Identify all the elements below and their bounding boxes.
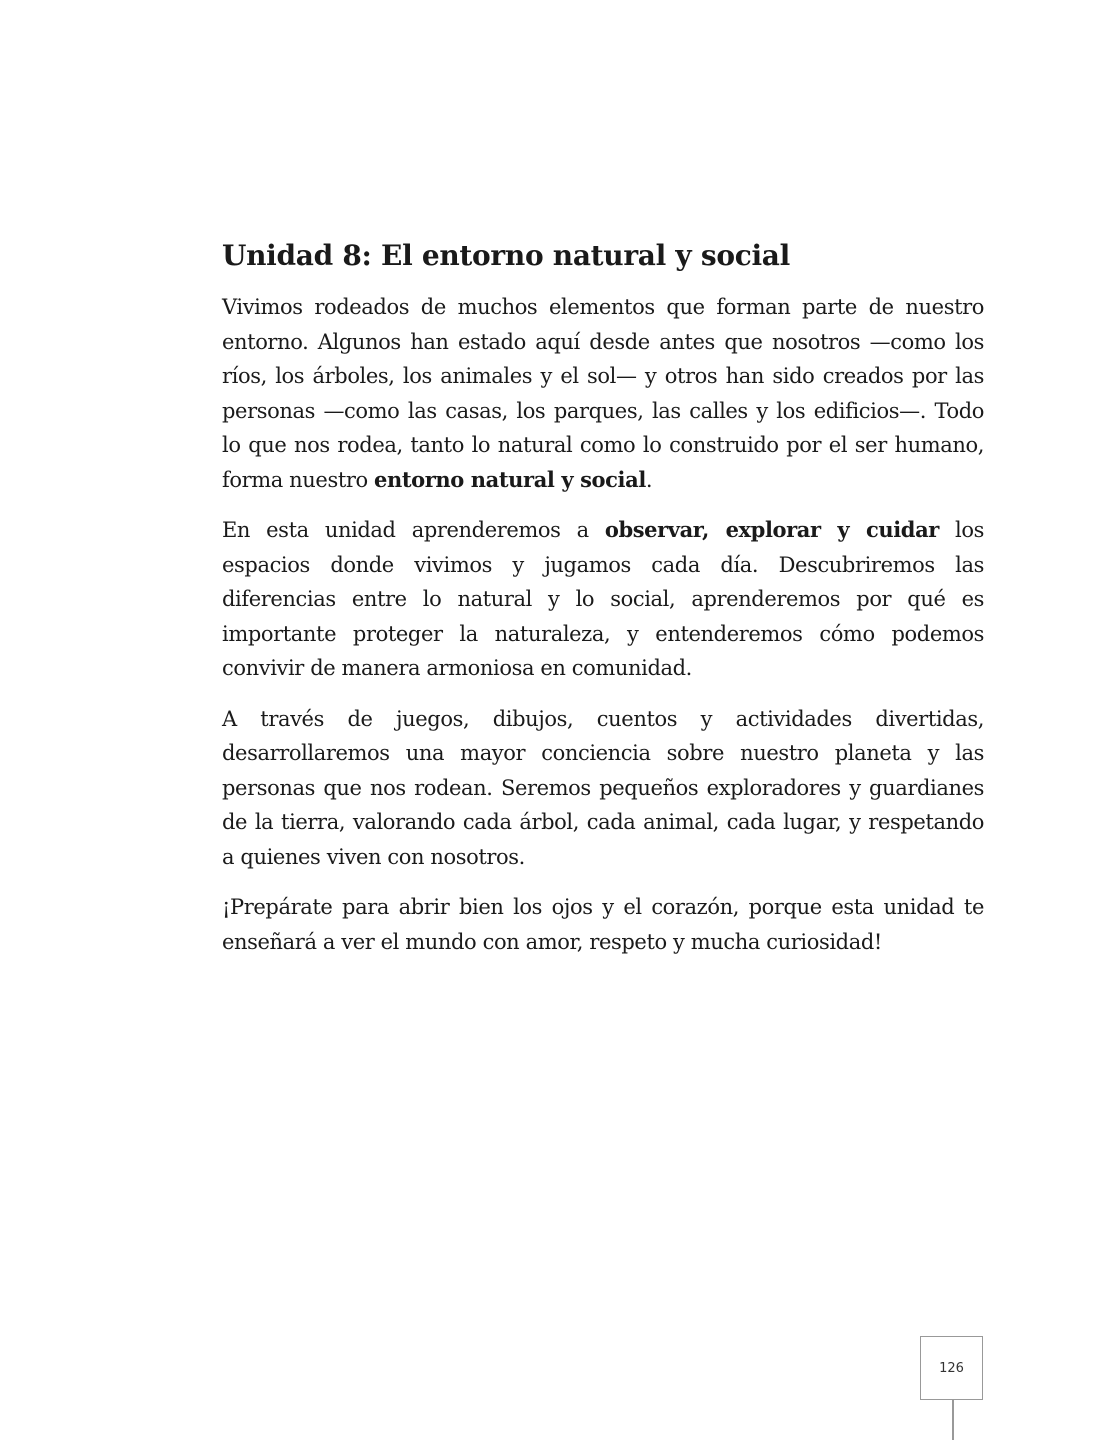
paragraph-activities: A través de juegos, dibujos, cuentos y actividades divertidas, desarrollaremos una mayor conciencia sobre nuestro planeta y las personas que nos rodean. Seremos pequeños exploradores y guardianes de la tierra, valorando cada árbol, cada animal, cada lugar, y respetando a quienes viven con nosotros.	[222, 706, 984, 869]
bold-phrase: entorno natural y social	[374, 466, 646, 492]
paragraph-text: los espacios donde vivimos y jugamos cada día. Descubriremos las diferencias entre lo natural y lo social, aprenderemos por qué es importante proteger la naturaleza, y entenderemos cómo podemos convivir de manera armoniosa en comunidad.	[222, 518, 984, 680]
bold-phrase: observar, explorar y cuidar	[604, 517, 939, 542]
paragraph-closing: ¡Prepárate para abrir bien los ojos y el corazón, porque esta unidad te enseñará a ver el mundo con amor, respeto y mucha curiosidad!	[222, 895, 984, 954]
page-number-box	[920, 1336, 983, 1400]
paragraph-goals	[222, 513, 984, 686]
page-number-line	[952, 1399, 954, 1440]
paragraph-text: En esta unidad aprenderemos a	[222, 518, 605, 542]
page-content	[222, 236, 984, 975]
unit-title: Unidad 8: El entorno natural y social	[222, 239, 790, 272]
page-number: 126	[939, 1360, 964, 1376]
paragraph-text: .	[645, 467, 653, 492]
paragraph-intro	[222, 290, 984, 497]
paragraph-text: Vivimos rodeados de muchos elementos que forman parte de nuestro entorno. Algunos han estado aquí desde antes que nosotros —como los ríos, los árboles, los animales y el sol— y otros han sido creados por las personas —como las casas, los parques, las calles y los edificios—. Todo lo que nos rodea, tanto lo natural como lo construido por el ser humano, forma nuestro	[222, 295, 984, 492]
